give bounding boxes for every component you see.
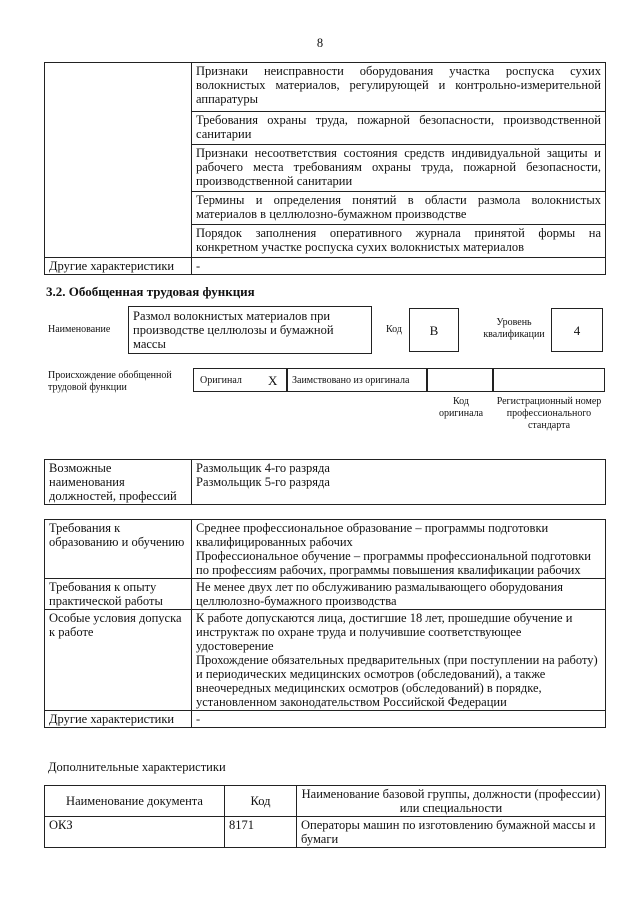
row-code: 8171 [225, 817, 297, 848]
gtf-name-box: Размол волокнистых материалов при производстве целлюлозы и бумажной массы [128, 306, 372, 354]
other-characteristics-label: Другие характеристики [45, 258, 192, 275]
experience-label: Требования к опыту практической работы [45, 579, 192, 610]
position-item: Размольщик 4-го разряда [196, 461, 330, 475]
other-characteristics-label: Другие характеристики [45, 711, 192, 728]
special-values [192, 610, 606, 711]
other-characteristics-value: - [192, 711, 606, 728]
positions-table [44, 459, 606, 505]
requirements-table [44, 519, 606, 728]
position-item: Размольщик 5-го разряда [196, 475, 330, 489]
origin-borrowed-box [287, 368, 427, 392]
level-label: Уровень квалификации [483, 317, 545, 340]
special-item: К работе допускаются лица, достигшие 18 лет, прошедшие обучение и инструктаж по охране труда и получившие соответствующее удостоверение [196, 611, 573, 653]
code-label: Код [386, 324, 402, 335]
header-code: Код [225, 786, 297, 817]
table-row: Термины и определения понятий в области размола волокнистых материалов в целлюлозно-бумажном производстве [192, 192, 606, 225]
other-characteristics-value: - [192, 258, 606, 275]
origin-label: Происхождение обобщенной трудовой функции [48, 370, 172, 393]
gtf-level-box: 4 [551, 308, 603, 352]
special-item: Прохождение обязательных предварительных (при поступлении на работу) и периодических медицинских осмотров (обследований), а также внеочередных медицинских осмотров (обследований) в порядке, установленном законодательством Российской Федерации [196, 653, 598, 709]
table-row: Признаки неисправности оборудования участка роспуска сухих волокнистых материалов, регулирующей и контрольно-измерительной аппаратуры [192, 63, 606, 112]
row-group: Операторы машин по изготовлению бумажной массы и бумаги [297, 817, 606, 848]
additional-table [44, 785, 606, 848]
table-row: Признаки несоответствия состояния средств индивидуальной защиты и рабочего места требованиям охраны труда, пожарной безопасности, производственной санитарии [192, 145, 606, 192]
education-item: Профессиональное обучение – программы профессиональной подготовки по профессиям рабочих, программы повышения квалификации рабочих [196, 549, 591, 577]
original-mark: X [268, 373, 278, 388]
experience-value: Не менее двух лет по обслуживанию размалывающего оборудования целлюлозно-бумажного производства [192, 579, 606, 610]
page-number: 8 [316, 36, 324, 50]
section-title: 3.2. Обобщенная трудовая функция [46, 284, 255, 299]
positions-label: Возможные наименования должностей, профессий [45, 460, 192, 505]
knowledge-table [44, 62, 606, 275]
table-label-cell [45, 63, 192, 258]
additional-title: Дополнительные характеристики [48, 760, 226, 774]
education-values [192, 520, 606, 579]
code-caption: Код оригинала [438, 396, 484, 419]
gtf-code-box: B [409, 308, 459, 352]
table-row: Требования охраны труда, пожарной безопасности, производственной санитарии [192, 112, 606, 145]
borrowed-label: Заимствовано из оригинала [292, 375, 410, 386]
table-row: Порядок заполнения оперативного журнала принятой формы на конкретном участке роспуска сухих волокнистых материалов [192, 225, 606, 258]
origin-reg-box [493, 368, 605, 392]
original-label: Оригинал [200, 375, 242, 386]
education-item: Среднее профессиональное образование – программы подготовки квалифицированных рабочих [196, 521, 549, 549]
positions-values [192, 460, 606, 505]
header-group: Наименование базовой группы, должности (профессии) или специальности [297, 786, 606, 817]
name-label: Наименование [48, 324, 111, 335]
origin-original-box [193, 368, 287, 392]
special-label: Особые условия допуска к работе [45, 610, 192, 711]
header-doc: Наименование документа [45, 786, 225, 817]
education-label: Требования к образованию и обучению [45, 520, 192, 579]
origin-code-box [427, 368, 493, 392]
row-doc: ОКЗ [45, 817, 225, 848]
reg-caption: Регистрационный номер профессионального стандарта [496, 396, 602, 431]
